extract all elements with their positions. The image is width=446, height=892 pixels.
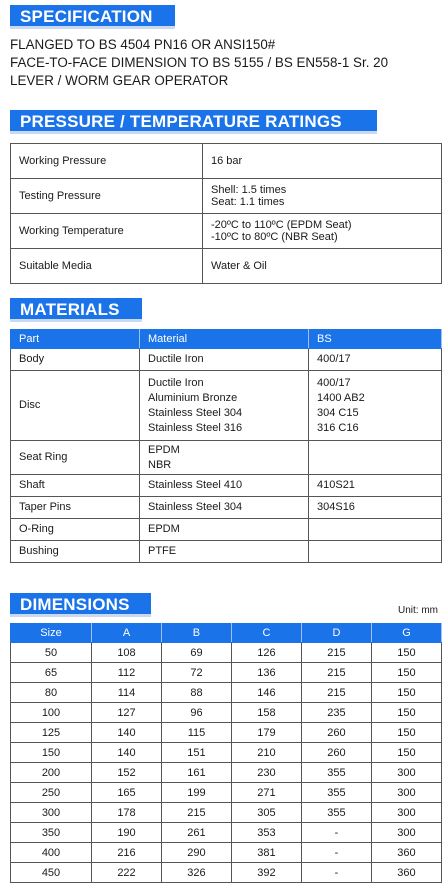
dim-col-header: B — [161, 624, 231, 643]
dim-cell: 112 — [92, 663, 162, 683]
table-row — [11, 179, 442, 214]
specification-heading: SPECIFICATION — [10, 5, 175, 29]
col-bs: BS — [309, 330, 442, 349]
cell-line: Stainless Steel 316 — [148, 421, 243, 434]
dim-cell: 158 — [231, 703, 301, 723]
dim-cell: 108 — [92, 643, 162, 663]
dim-cell: 381 — [231, 843, 301, 863]
cell-line: Seat: 1.1 times — [211, 196, 285, 208]
dim-col-header: C — [231, 624, 301, 643]
bs-cell — [309, 519, 442, 541]
dim-cell: 146 — [231, 683, 301, 703]
dim-cell: 392 — [231, 863, 301, 883]
spec-line: LEVER / WORM GEAR OPERATOR — [10, 73, 229, 88]
dim-col-header: Size — [11, 624, 92, 643]
dim-cell: 190 — [92, 823, 162, 843]
table-row — [11, 803, 442, 823]
table-row — [11, 683, 442, 703]
dim-cell: 260 — [301, 743, 371, 763]
dim-cell: 230 — [231, 763, 301, 783]
table-row — [11, 663, 442, 683]
rating-value — [203, 144, 442, 179]
rating-label: Testing Pressure — [11, 179, 203, 214]
dim-cell: - — [301, 823, 371, 843]
dim-cell: 65 — [11, 663, 92, 683]
spec-line: FLANGED TO BS 4504 PN16 OR ANSI150# — [10, 37, 276, 52]
table-row — [11, 823, 442, 843]
material-cell — [140, 497, 309, 519]
table-row — [11, 475, 442, 497]
bs-cell — [309, 497, 442, 519]
col-material: Material — [140, 330, 309, 349]
dim-cell: 215 — [301, 663, 371, 683]
cell-line: 410S21 — [317, 479, 355, 491]
spec-line: FACE-TO-FACE DIMENSION TO BS 5155 / BS EN558-1 Sr. 20 — [10, 55, 389, 70]
dim-cell: 300 — [371, 823, 441, 843]
dim-cell: 300 — [371, 783, 441, 803]
cell-line: Ductile Iron — [148, 376, 204, 389]
dim-cell: 50 — [11, 643, 92, 663]
dim-cell: 261 — [161, 823, 231, 843]
material-cell — [140, 475, 309, 497]
part-cell: O-Ring — [11, 519, 140, 541]
dim-cell: 215 — [301, 683, 371, 703]
pressure-table — [10, 143, 442, 284]
part-cell: Body — [11, 349, 140, 371]
dim-cell: 400 — [11, 843, 92, 863]
dim-cell: 450 — [11, 863, 92, 883]
cell-line: NBR — [148, 458, 172, 471]
dimensions-heading: DIMENSIONS — [10, 593, 151, 617]
rating-label: Working Temperature — [11, 214, 203, 249]
cell-line: EPDM — [148, 523, 180, 535]
material-cell — [140, 541, 309, 563]
dim-cell: 140 — [92, 723, 162, 743]
part-cell: Bushing — [11, 541, 140, 563]
table-row — [11, 144, 442, 179]
cell-line: 16 bar — [211, 155, 243, 167]
dim-cell: 80 — [11, 683, 92, 703]
dim-cell: 152 — [92, 763, 162, 783]
bs-cell — [309, 441, 442, 475]
material-cell — [140, 519, 309, 541]
dim-cell: 114 — [92, 683, 162, 703]
dim-cell: 300 — [371, 803, 441, 823]
dim-cell: 96 — [161, 703, 231, 723]
dim-cell: 350 — [11, 823, 92, 843]
dim-cell: 161 — [161, 763, 231, 783]
dim-cell: 72 — [161, 663, 231, 683]
part-cell: Shaft — [11, 475, 140, 497]
dim-cell: 250 — [11, 783, 92, 803]
cell-line: EPDM — [148, 443, 180, 456]
table-row — [11, 371, 442, 441]
unit-label: Unit: mm — [398, 605, 438, 616]
dim-cell: 271 — [231, 783, 301, 803]
dim-col-header: G — [371, 624, 441, 643]
part-cell: Seat Ring — [11, 441, 140, 475]
dim-col-header: D — [301, 624, 371, 643]
dim-cell: 300 — [11, 803, 92, 823]
dim-cell: 355 — [301, 803, 371, 823]
dim-cell: 125 — [11, 723, 92, 743]
dim-cell: 222 — [92, 863, 162, 883]
cell-line: Ductile Iron — [148, 353, 204, 365]
bs-cell — [309, 349, 442, 371]
dim-cell: 178 — [92, 803, 162, 823]
dim-cell: 69 — [161, 643, 231, 663]
cell-line: 304 C15 — [317, 406, 359, 419]
rating-label: Suitable Media — [11, 249, 203, 284]
dim-cell: 215 — [301, 643, 371, 663]
dim-cell: 151 — [161, 743, 231, 763]
table-row — [11, 763, 442, 783]
dim-cell: 360 — [371, 843, 441, 863]
bs-cell — [309, 475, 442, 497]
dim-cell: 127 — [92, 703, 162, 723]
specification-lines — [10, 36, 388, 90]
rating-label: Working Pressure — [11, 144, 203, 179]
table-row — [11, 214, 442, 249]
dim-cell: 235 — [301, 703, 371, 723]
dim-cell: 136 — [231, 663, 301, 683]
dim-cell: - — [301, 863, 371, 883]
cell-line: Shell: 1.5 times — [211, 184, 287, 196]
dim-cell: 326 — [161, 863, 231, 883]
dim-cell: 150 — [371, 663, 441, 683]
cell-line: Stainless Steel 304 — [148, 501, 243, 513]
dim-cell: 199 — [161, 783, 231, 803]
dim-cell: 353 — [231, 823, 301, 843]
dim-cell: 300 — [371, 763, 441, 783]
bs-cell — [309, 541, 442, 563]
dim-cell: 360 — [371, 863, 441, 883]
dim-cell: 210 — [231, 743, 301, 763]
cell-line: Stainless Steel 410 — [148, 479, 243, 491]
dim-cell: 355 — [301, 763, 371, 783]
table-row — [11, 703, 442, 723]
materials-heading: MATERIALS — [10, 298, 142, 322]
rating-value — [203, 249, 442, 284]
dim-cell: 165 — [92, 783, 162, 803]
dim-cell: 88 — [161, 683, 231, 703]
table-row — [11, 519, 442, 541]
pressure-temperature-heading: PRESSURE / TEMPERATURE RATINGS — [10, 110, 377, 134]
cell-line: 400/17 — [317, 353, 351, 365]
dim-cell: 150 — [371, 743, 441, 763]
dim-col-header: A — [92, 624, 162, 643]
table-row — [11, 723, 442, 743]
table-row — [11, 643, 442, 663]
material-cell — [140, 349, 309, 371]
table-row — [11, 541, 442, 563]
dim-cell: 355 — [301, 783, 371, 803]
cell-line: Water & Oil — [211, 260, 267, 272]
dim-cell: 305 — [231, 803, 301, 823]
cell-line: PTFE — [148, 545, 177, 557]
cell-line: 316 C16 — [317, 421, 359, 434]
table-row — [11, 249, 442, 284]
table-row — [11, 783, 442, 803]
dim-cell: 290 — [161, 843, 231, 863]
table-row — [11, 441, 442, 475]
part-cell: Taper Pins — [11, 497, 140, 519]
materials-table — [10, 329, 442, 563]
dim-cell: 216 — [92, 843, 162, 863]
cell-line: 1400 AB2 — [317, 391, 365, 404]
dim-cell: 140 — [92, 743, 162, 763]
table-row — [11, 497, 442, 519]
dim-cell: 150 — [371, 723, 441, 743]
dim-cell: 126 — [231, 643, 301, 663]
cell-line: -20ºC to 110ºC (EPDM Seat) — [211, 219, 352, 231]
dim-cell: 200 — [11, 763, 92, 783]
material-cell — [140, 371, 309, 441]
dim-cell: 115 — [161, 723, 231, 743]
part-cell: Disc — [11, 371, 140, 441]
dim-cell: 150 — [371, 703, 441, 723]
cell-line: 304S16 — [317, 501, 355, 513]
table-row — [11, 743, 442, 763]
col-part: Part — [11, 330, 140, 349]
cell-line: 400/17 — [317, 376, 351, 389]
cell-line: -10ºC to 80ºC (NBR Seat) — [211, 231, 338, 243]
dim-cell: 260 — [301, 723, 371, 743]
dim-cell: 100 — [11, 703, 92, 723]
cell-line: Stainless Steel 304 — [148, 406, 243, 419]
dim-cell: - — [301, 843, 371, 863]
dim-cell: 179 — [231, 723, 301, 743]
cell-line: Aluminium Bronze — [148, 391, 238, 404]
rating-value — [203, 214, 442, 249]
bs-cell — [309, 371, 442, 441]
rating-value — [203, 179, 442, 214]
table-row — [11, 863, 442, 883]
dim-cell: 215 — [161, 803, 231, 823]
material-cell — [140, 441, 309, 475]
table-row — [11, 349, 442, 371]
dim-cell: 150 — [371, 683, 441, 703]
table-row — [11, 843, 442, 863]
dim-cell: 150 — [11, 743, 92, 763]
dim-cell: 150 — [371, 643, 441, 663]
dimensions-table — [10, 623, 442, 883]
